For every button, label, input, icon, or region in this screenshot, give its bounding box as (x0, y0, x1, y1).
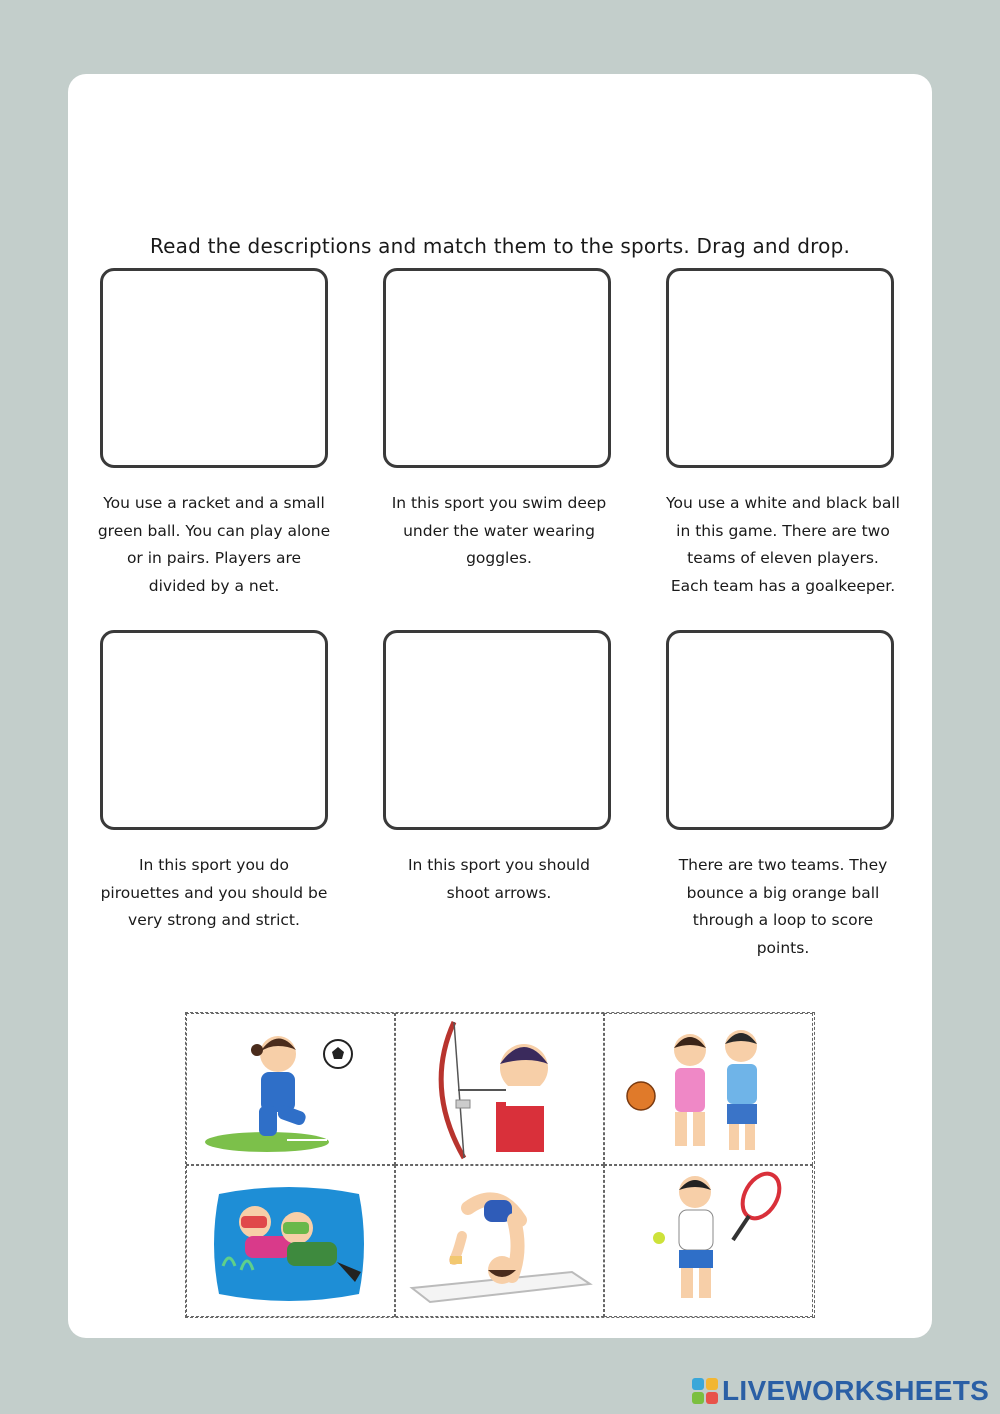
draggable-scuba-divers[interactable] (186, 1165, 395, 1317)
instruction-text: Read the descriptions and match them to the sports. Drag and drop. (149, 234, 851, 258)
archer-icon (396, 1014, 605, 1166)
description-2: In this sport you swim deep under the water wearing goggles. (391, 494, 607, 567)
football-player-icon (187, 1014, 396, 1166)
gymnast-icon (396, 1166, 605, 1318)
description-6: There are two teams. They bounce a big orange ball through a loop to score points. (678, 856, 888, 957)
description-4: In this sport you do pirouettes and you should be very strong and strict. (100, 856, 328, 929)
draggable-football-player[interactable] (186, 1013, 395, 1165)
tennis-player-icon (605, 1166, 814, 1318)
description-1: You use a racket and a small green ball. You can play alone or in pairs. Players are divided by a net. (97, 494, 331, 595)
drop-zone-6[interactable] (666, 630, 894, 830)
drop-zone-4[interactable] (100, 630, 328, 830)
drop-zone-3[interactable] (666, 268, 894, 468)
drop-zone-5[interactable] (383, 630, 611, 830)
brand-mark-icon (692, 1378, 718, 1404)
drop-zone-1[interactable] (100, 268, 328, 468)
brand-name: LIVEWORKSHEETS (722, 1375, 990, 1406)
draggable-tennis-player[interactable] (604, 1165, 813, 1317)
draggable-basketball-players[interactable] (604, 1013, 813, 1165)
basketball-players-icon (605, 1014, 814, 1166)
image-bank (185, 1012, 815, 1318)
scuba-divers-icon (187, 1166, 396, 1318)
draggable-gymnast[interactable] (395, 1165, 604, 1317)
draggable-archer[interactable] (395, 1013, 604, 1165)
liveworksheets-logo (692, 1374, 989, 1408)
description-3: You use a white and black ball in this game. There are two teams of eleven players. Each team has a goalkeeper. (666, 494, 900, 595)
drop-zone-2[interactable] (383, 268, 611, 468)
description-5: In this sport you should shoot arrows. (407, 856, 591, 902)
